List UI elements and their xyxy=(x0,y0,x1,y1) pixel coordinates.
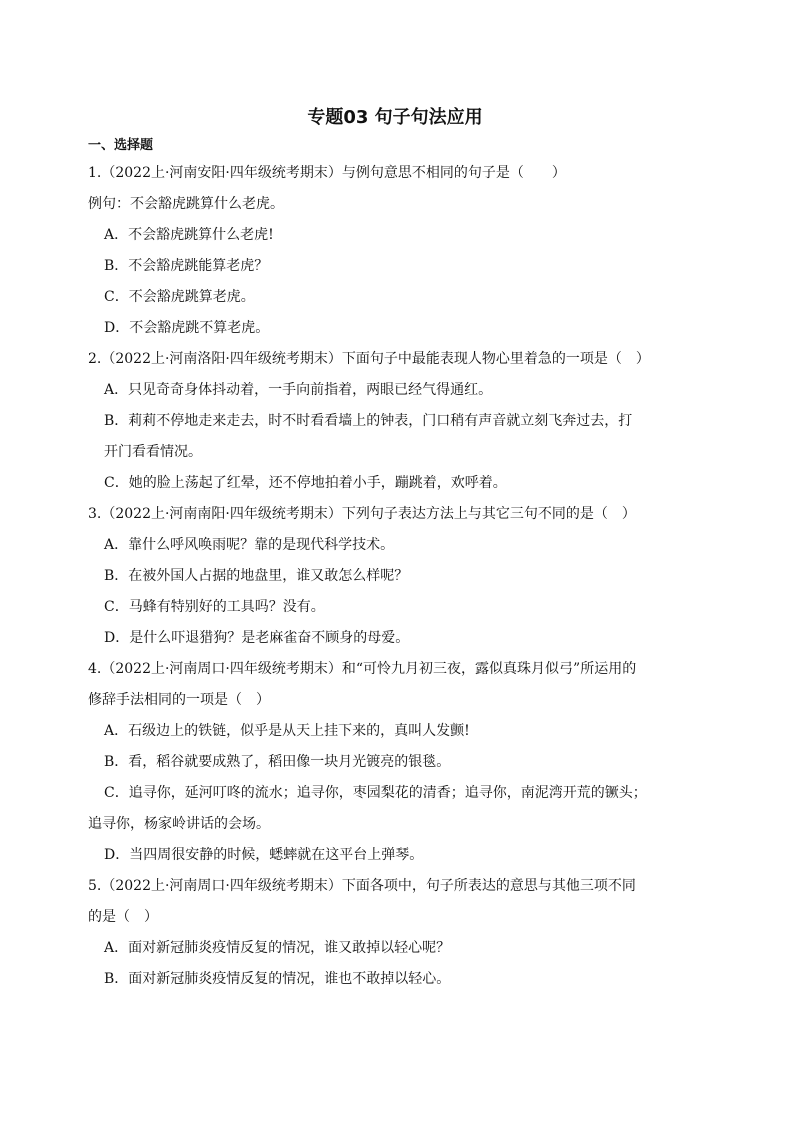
question-stem: 1.（2022上·河南安阳·四年级统考期末）与例句意思不相同的句子是（ ） xyxy=(88,165,566,181)
question-stem-line-2: 的是（ ） xyxy=(88,909,158,925)
option-c: C．她的脸上荡起了红晕，还不停地拍着小手，蹦跳着，欢呼着。 xyxy=(104,475,507,491)
question-2 xyxy=(88,344,702,499)
option-c: C．马蜂有特别好的工具吗？没有。 xyxy=(104,599,325,615)
option-c: C．不会豁虎跳算老虎。 xyxy=(104,289,255,305)
question-stem-line-1: 4.（2022上·河南周口·四年级统考期末）和“可怜九月初三夜，露似真珠月似弓”所运用的 xyxy=(88,661,637,677)
option-a: A．石级边上的铁链，似乎是从天上挂下来的，真叫人发颤! xyxy=(104,723,470,739)
option-d: D．当四周很安静的时候，蟋蟀就在这平台上弹琴。 xyxy=(104,847,424,863)
question-stem-line-2: 修辞手法相同的一项是（ ） xyxy=(88,692,270,708)
option-a: A．面对新冠肺炎疫情反复的情况，谁又敢掉以轻心呢？ xyxy=(104,940,451,956)
option-b-line-2: 开门看看情况。 xyxy=(104,444,202,460)
option-a: A．不会豁虎跳算什么老虎! xyxy=(104,227,274,243)
option-a: A．只见奇奇身体抖动着，一手向前指着，两眼已经气得通红。 xyxy=(104,382,493,398)
question-4 xyxy=(88,654,702,871)
option-d: D．是什么吓退猎狗？是老麻雀奋不顾身的母爱。 xyxy=(104,630,410,646)
option-c-line-1: C．追寻你，延河叮咚的流水；追寻你，枣园梨花的清香；追寻你，南泥湾开荒的镢头； xyxy=(104,785,647,801)
question-stem: 3.（2022上·河南南阳·四年级统考期末）下列句子表达方法上与其它三句不同的是（ ） xyxy=(88,506,636,522)
option-b: B．看，稻谷就要成熟了，稻田像一块月光镀亮的银毯。 xyxy=(104,754,451,770)
option-b: B．在被外国人占据的地盘里，谁又敢怎么样呢？ xyxy=(104,568,409,584)
question-stem-line-1: 5.（2022上·河南周口·四年级统考期末）下面各项中，句子所表达的意思与其他三项不同 xyxy=(88,878,636,894)
question-stem: 2.（2022上·河南洛阳·四年级统考期末）下面句子中最能表现人物心里着急的一项是（ ） xyxy=(88,351,650,367)
section-heading: 一、选择题 xyxy=(88,138,154,153)
option-d: D．不会豁虎跳不算老虎。 xyxy=(104,320,270,336)
option-a: A．靠什么呼风唤雨呢？靠的是现代科学技术。 xyxy=(104,537,395,553)
question-1 xyxy=(88,158,702,344)
question-5 xyxy=(88,871,702,995)
question-3 xyxy=(88,499,702,654)
option-b: B．面对新冠肺炎疫情反复的情况，谁也不敢掉以轻心。 xyxy=(104,971,451,987)
question-example: 例句：不会豁虎跳算什么老虎。 xyxy=(88,196,284,212)
option-b: B．不会豁虎跳能算老虎？ xyxy=(104,258,269,274)
option-c-line-2: 追寻你，杨家岭讲话的会场。 xyxy=(88,816,270,832)
option-b-line-1: B．莉莉不停地走来走去，时不时看看墙上的钟表，门口稍有声音就立刻飞奔过去，打 xyxy=(104,413,633,429)
page-title: 专题03 句子句法应用 xyxy=(307,107,483,128)
